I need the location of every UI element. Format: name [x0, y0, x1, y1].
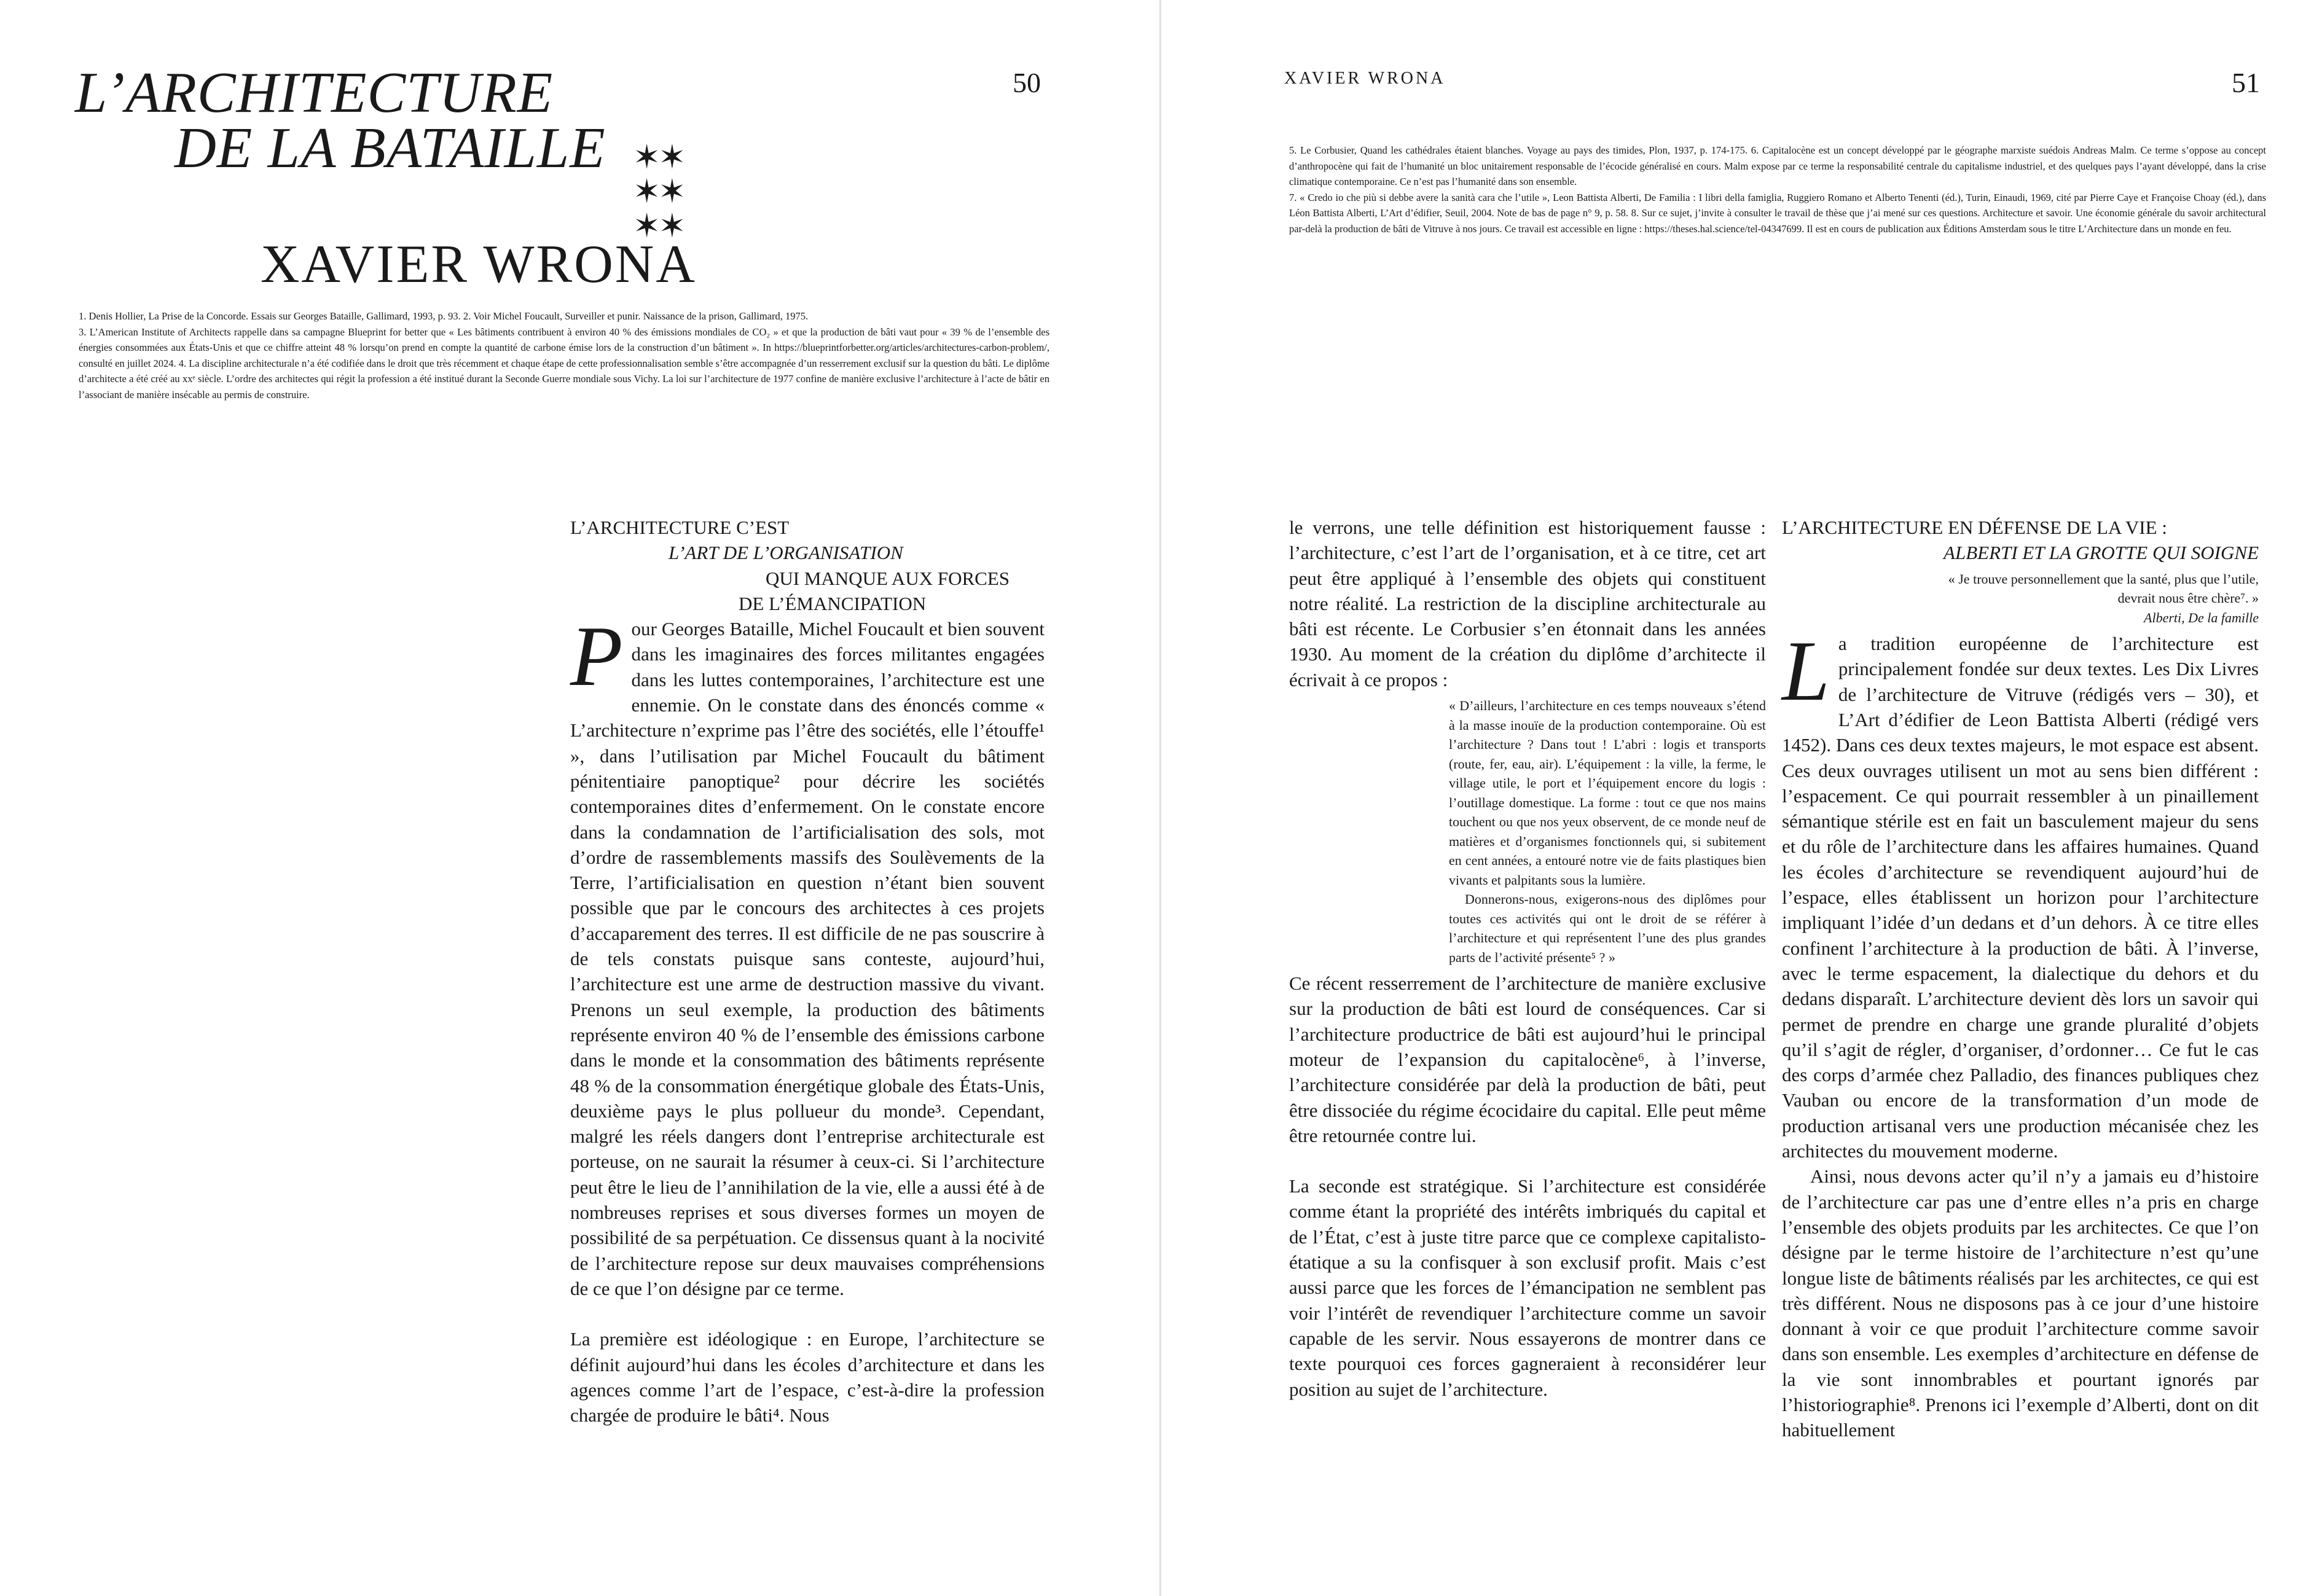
quote-paragraph-1: « D’ailleurs, l’architecture en ces temps nouveaux s’étend à la masse inouïe de la production contemporaine. Où est l’architecture ? Dans tout ! L’abri : logis et transports (route, fer, eau, air). L’équipement : la ville, la ferme, le village utile, le port et l’équipement encore du logis : l’outillage domestique. La forme : tout ce que nos mains touchent ou que nos yeux observent, de ce monde neuf de matières et d’organismes fonctionnels qui, si subitement en cent années, a entouré notre vie de faits plastiques bien vivants et palpitants sous la lumière. [1449, 698, 1766, 888]
body-paragraph-6: La tradition européenne de l’architecture est principalement fondée sur deux textes. Les Dix Livres de l’architecture de Vitruve (rédigés vers – 30), et L’Art d’édifier de Leon Battista Alberti (rédigé vers 1452). Dans ces deux textes majeurs, le mot espace est absent. Ces deux ouvrages utilisent un mot au sens bien différent : l’espacement. Ce qui pourrait ressembler à un pinaillement sémantique stérile est en fait un basculement majeur du sens et du rôle de l’architecture dans les affaires humaines. Quand les écoles d’architecture se revendiquent aujourd’hui de l’espace, elles établissent un horizon pour l’architecture impliquant l’idée d’un dedans et d’un dehors. À ce titre elles confinent l’architecture à la production de bâti. À l’inverse, avec le terme espacement, la dialectique du dehors et du dedans disparaît. L’architecture devient dès lors un savoir qui permet de prendre en charge une grande pluralité d’objets qu’il s’agit de régler, d’organiser, d’ordonner… Ce fut le cas des corps d’armée chez Palladio, des finances publiques chez Vauban ou encore de la transformation d’un mode de production artisanal vers une production mécanisée chez les architectes du mouvement moderne. [1782, 624, 2259, 1162]
drop-cap-l: L [1782, 624, 1830, 719]
body-paragraph-4: Ce récent resserrement de l’architecture de manière exclusive sur la production de bâti est lourd de conséquences. Car si l’architecture productrice de bâti est aujourd’hui le principal moteur de l’expansion du capitalocène⁶, à l’inverse, l’architecture considérée par delà la production de bâti, peut être dissociée du régime écocidaire du capital. Elle peut même être retournée contre lui. [1289, 972, 1766, 1146]
right-column-b [1782, 515, 2259, 1443]
epigraph-source: Alberti, De la famille [2144, 609, 2259, 625]
section-heading-2-line2: ALBERTI ET LA GROTTE QUI SOIGNE [1943, 542, 2259, 564]
section-heading-line4: DE L’ÉMANCIPATION [739, 592, 927, 614]
left-column [570, 515, 1045, 1428]
section-heading-line3: QUI MANQUE AUX FORCES [766, 567, 1010, 589]
footnote-5-6: 5. Le Corbusier, Quand les cathédrales étaient blanches. Voyage au pays des timides, Plon, 1937, p. 174-175. 6. Capitalocène est un concept développé par le géographe marxiste suédois Andreas Malm. Ce terme s’oppose au concept d’anthropocène qui fait de l’humanité un bloc unitairement responsable de l’écocide généralisé en cours. Malm expose par ce terme la responsabilité centrale du capitalisme industriel, et des quelques pays l’ayant développé, dans la crise climatique contemporaine. Ce n’est pas l’humanité dans son ensemble. [1289, 144, 2266, 187]
footnotes-right [1289, 143, 2266, 237]
section-heading-2-line1: L’ARCHITECTURE EN DÉFENSE DE LA VIE : [1782, 517, 2167, 538]
page-number-left: 50 [1013, 67, 1041, 98]
article-title-line1: L’ARCHITECTURE [75, 61, 554, 125]
footnote-3-4: 3. L’American Institute of Architects rappelle dans sa campagne Blueprint for better que « Les bâtiments contribuent à environ 40 % des émissions mondiales de CO₂ » et que la production de bâti vaut pour « 39 % de l’ensemble des énergies consommées aux États-Unis et que ce chiffre atteint 48 % lorsqu’on prend en compte la quantité de carbone émise lors de la construction d’un bâtiment ». In https://blueprintforbetter.org/articles/architectures-carbon-problem/, consulté en juillet 2024. 4. La discipline architecturale n’a été codifiée dans le droit que très récemment et chaque étape de cette professionnalisation semble s’être accompagnée d’un resserrement exclusif sur la question du bâti. Le diplôme d’architecte a été créé au xxᵉ siècle. L’ordre des architectes qui régit la profession a été institué durant la Seconde Guerre mondiale sous Vichy. La loi sur l’architecture de 1977 confine de manière exclusive l’architecture à l’acte de bâtir en l’associant de manière insécable au permis de construire. [79, 326, 1049, 401]
section-heading-line2: L’ART DE L’ORGANISATION [669, 542, 903, 564]
block-quote-le-corbusier [1449, 696, 1766, 967]
footnotes-left [79, 308, 1049, 402]
right-column-a [1289, 515, 1766, 1402]
epigraph [1782, 569, 2259, 628]
page-number-right: 51 [2232, 67, 2260, 98]
section-heading-line1: L’ARCHITECTURE C’EST [570, 517, 790, 538]
footnote-1-2: 1. Denis Hollier, La Prise de la Concorde. Essais sur Georges Bataille, Gallimard, 1993, p. 93. 2. Voir Michel Foucault, Surveiller et punir. Naissance de la prison, Gallimard, 1975. [79, 310, 809, 322]
quote-paragraph-2: Donnerons-nous, exigerons-nous des diplômes pour toutes ces activités qui ont le droit de se référer à l’architecture et qui représentent l’une des plus grandes parts de l’activité présente⁵ ? » [1449, 891, 1766, 965]
body-paragraph-1: Pour Georges Bataille, Michel Foucault et bien souvent dans les imaginaires des forces militantes engagées dans les luttes contemporaines, l’architecture est une ennemie. On le constate dans des énoncés comme « L’architecture n’exprime pas l’être des sociétés, elle l’étouffe¹ », dans l’utilisation par Michel Foucault du bâtiment pénitentiaire panoptique² pour décrire les sociétés contemporaines dites d’enfermement. On le constate encore dans la condamnation de l’artificialisation des sols, mot d’ordre de rassemblements massifs des Soulèvements de la Terre, l’artificialisation en question n’étant bien souvent possible que par le concours des architectes à ces projets d’accaparement des terres. Il est difficile de ne pas souscrire à de tels constats puisque sans conteste, aujourd’hui, l’architecture est une arme de destruction massive du vivant. Prenons un seul exemple, la production des bâtiments représente environ 40 % de l’ensemble des émissions carbone dans le monde et la consommation des bâtiments représente 48 % de la consommation énergétique globale des États-Unis, deuxième pays le plus pollueur du monde³. Cependant, malgré les réels dangers dont l’entreprise architecturale est porteuse, on ne saurait la résumer à ceux-ci. Si l’architecture peut être le lieu de l’annihilation de la vie, elle a aussi été à de nombreuses reprises et sous diverses formes un moyen de possibilité de sa perpétuation. Ce dissensus quant à la nocivité de l’architecture repose sur deux mauvaises compréhensions de ce que l’on désigne par ce terme. [570, 609, 1045, 1299]
body-paragraph-2: La première est idéologique : en Europe, l’architecture se définit aujourd’hui dans les écoles d’architecture et dans les agences comme l’art de l’espace, c’est-à-dire la profession chargée de produire le bâti⁴. Nous [570, 1328, 1045, 1426]
body-paragraph-3: le verrons, une telle définition est historiquement fausse : l’architecture, c’est l’art de l’organisation, et à ce titre, cet art peut être appliqué à l’ensemble des objets qui constituent notre réalité. La restriction de la discipline architecturale au bâti est récente. Le Corbusier s’en étonnait dans les années 1930. Au moment de la création du diplôme d’architecte il écrivait à ce propos : [1289, 517, 1766, 690]
ornament-stars-icon: ✶✶ ✶✶ ✶✶ [633, 139, 684, 244]
epigraph-text: « Je trouve personnellement que la santé, plus que l’utile, devrait nous être chère⁷. » [1948, 571, 2259, 606]
drop-cap-p: P [570, 609, 623, 705]
author-name: XAVIER WRONA [261, 235, 697, 294]
body-paragraph-5: La seconde est stratégique. Si l’architecture est considérée comme étant la propriété des intérêts imbriqués du capital et de l’État, c’est à juste titre parce que ce complexe capitalisto-étatique a su la confisquer à son exclusif profit. Mais c’est aussi parce que les forces de l’émancipation ne semblent pas voir l’intérêt de revendiquer l’architecture comme un savoir capable de les servir. Nous essayerons de montrer dans ce texte pourquoi ces forces gagneraient à reconsidérer leur position au sujet de l’architecture. [1289, 1175, 1766, 1400]
footnote-7-8: 7. « Credo io che più si debbe avere la sanità cara che l’utile », Leon Battista Alberti, De Familia : I libri della famiglia, Ruggiero Romano et Alberto Tenenti (éd.), Turin, Einaudi, 1969, cité par Pierre Caye et Françoise Choay (éd.), dans Léon Battista Alberti, L’Art d’édifier, Seuil, 2004. Note de bas de page n° 9, p. 58. 8. Sur ce sujet, j’invite à consulter le travail de thèse que j’ai mené sur ces questions. Architecture et savoir. Une économie générale du savoir architectural par-delà la production de bâti de Vitruve à nos jours. Ce travail est accessible en ligne : https://theses.hal.science/tel-04347699. Il est en cours de publication aux Éditions Amsterdam sous le titre L’Architecture dans un monde en feu. [1289, 191, 2266, 235]
article-title-line2: DE LA BATAILLE [175, 116, 606, 180]
body-paragraph-7: Ainsi, nous devons acter qu’il n’y a jamais eu d’histoire de l’architecture car pas une d’entre elles n’a pris en charge l’ensemble des objets produits par les architectes. Ce que l’on désigne par le terme histoire de l’architecture n’est qu’une longue liste de bâtiments réalisés par les architectes, ce qui est très différent. Nous ne disposons pas à ce jour d’une histoire donnant à voir ce que produit l’architecture comme savoir dans son ensemble. Les exemples d’architecture en défense de la vie sont innombrables et pourtant ignorés par l’historiographie⁸. Prenons ici l’exemple d’Alberti, dont on dit habituellement [1782, 1165, 2259, 1441]
running-head: XAVIER WRONA [1284, 69, 1446, 88]
